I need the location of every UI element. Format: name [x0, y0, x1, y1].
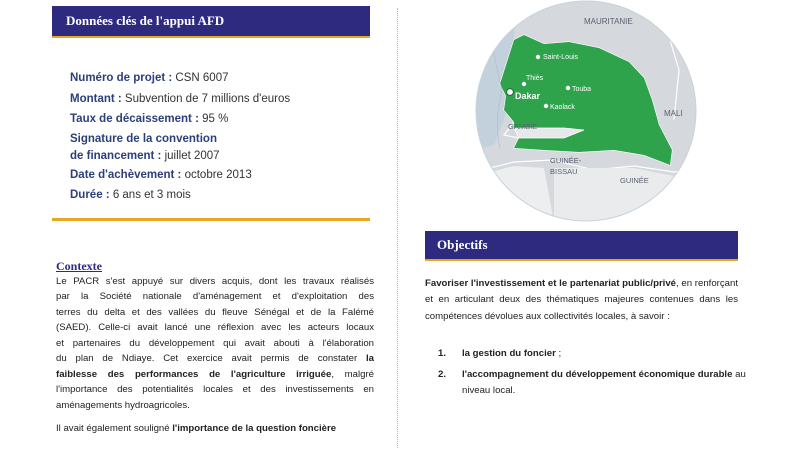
kv-key: de financement :	[70, 150, 162, 162]
contexte-line: (SAED). Celle-ci avait lancé une réflexion avec les acteurs locaux	[56, 322, 374, 333]
header-accent-line	[52, 36, 370, 38]
kv-value: Subvention de 7 millions d'euros	[121, 93, 291, 105]
label-mali: MALI	[664, 109, 683, 118]
label-thies: Thiès	[526, 75, 544, 82]
list-item-continuation: niveau local.	[462, 385, 516, 396]
amount-row	[70, 93, 290, 105]
objectifs-header	[425, 231, 738, 259]
list-item: 2. l'accompagnement du développement économique durable au	[438, 369, 746, 380]
kv-value: octobre 2013	[181, 169, 252, 181]
objectifs-title: Objectifs	[437, 237, 488, 252]
kv-key: Durée :	[70, 189, 110, 201]
signature-row-line2	[70, 150, 220, 162]
contexte-line: l'importance des potentialités locales et des investissements en	[56, 384, 374, 395]
label-guinee-bissau-1: GUINÉE-	[550, 156, 582, 165]
contexte-line: par la Société nationale d'aménagement et d'exploitation des	[56, 291, 374, 302]
header-accent-line	[425, 259, 738, 261]
afd-key-data-header	[52, 6, 370, 36]
kv-key: Montant :	[70, 93, 122, 105]
section-divider	[52, 218, 370, 221]
signature-row-line1	[70, 133, 217, 145]
city-dot	[566, 86, 570, 90]
objectifs-line: Favoriser l'investissement et le partenariat public/privé, en renforçant	[425, 278, 738, 289]
contexte-line: du plan de Ndiaye. Cet exercice avait permis de constater la	[56, 353, 374, 364]
duration-row	[70, 189, 191, 201]
kv-key: Signature de la convention	[70, 133, 217, 145]
city-dot	[544, 104, 548, 108]
label-mauritanie: MAURITANIE	[584, 17, 633, 26]
contexte-line: et partenaires du développement qui avait abouti à l'élaboration	[56, 338, 374, 349]
kv-value: juillet 2007	[161, 150, 220, 162]
capital-dot	[507, 89, 514, 96]
disbursement-rate-row	[70, 113, 228, 125]
kv-key: Date d'achèvement :	[70, 169, 182, 181]
label-saint-louis: Saint-Louis	[543, 54, 579, 61]
label-dakar: Dakar	[515, 91, 541, 101]
objectifs-line: compétences dévolues aux collectivités locales, à savoir :	[425, 311, 670, 322]
objectifs-line: et en articulant deux des thématiques majeures contenues dans les	[425, 294, 738, 305]
contexte-line: Le PACR s'est appuyé sur divers acquis, dont les travaux réalisés	[56, 276, 374, 287]
contexte-heading: Contexte	[56, 259, 102, 273]
label-touba: Touba	[572, 86, 592, 93]
contexte-line: aménagements hydroagricoles.	[56, 400, 190, 411]
senegal-map	[474, 0, 698, 222]
contexte-line: Il avait également souligné l'importance de la question foncière	[56, 423, 337, 434]
label-gambie: GAMBIE	[508, 122, 538, 131]
kv-value: CSN 6007	[172, 72, 229, 84]
label-kaolack: Kaolack	[550, 104, 575, 111]
contexte-line: terres du delta et des vallées du fleuve Sénégal et de la Falémé	[56, 307, 374, 318]
contexte-line: faiblesse des performances de l'agriculture irriguée, malgré	[56, 369, 374, 380]
column-divider	[397, 8, 398, 448]
completion-date-row	[70, 169, 252, 181]
afd-header-title: Données clés de l'appui AFD	[66, 13, 225, 28]
list-item: 1. la gestion du foncier ;	[438, 348, 562, 359]
kv-key: Numéro de projet :	[70, 72, 173, 84]
kv-value: 95 %	[198, 113, 229, 125]
city-dot	[536, 55, 540, 59]
label-guinee-bissau-2: BISSAU	[550, 167, 578, 176]
kv-value: 6 ans et 3 mois	[109, 189, 191, 201]
label-guinee: GUINÉE	[620, 176, 649, 185]
city-dot	[522, 82, 526, 86]
project-number-row	[70, 72, 229, 84]
kv-key: Taux de décaissement :	[70, 113, 199, 125]
